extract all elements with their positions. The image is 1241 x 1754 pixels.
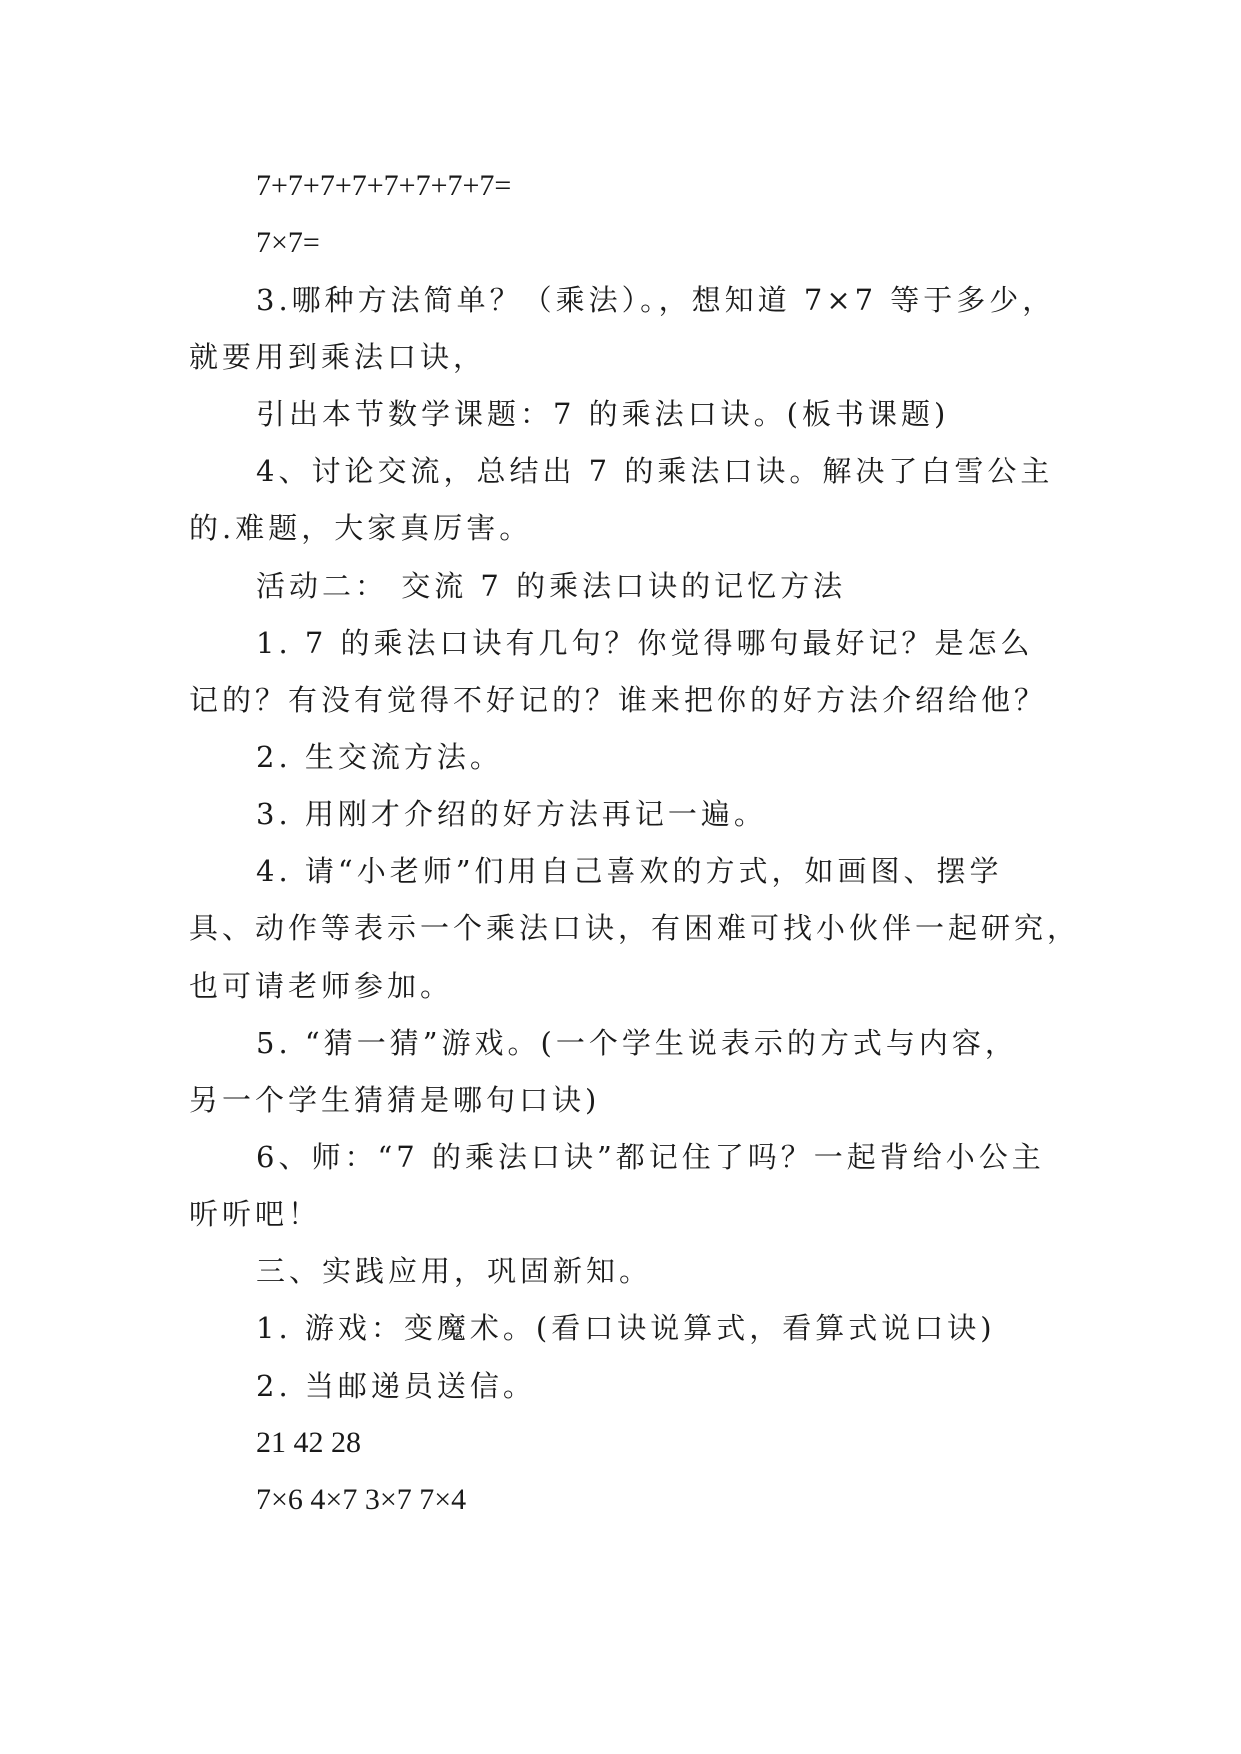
paragraph-line: 1. 7 的乘法口诀有几句？你觉得哪句最好记？是怎么: [256, 626, 1034, 660]
section-heading: 三、实践应用，巩固新知。: [256, 1254, 653, 1288]
paragraph-line: 2. 当邮递员送信。: [256, 1369, 536, 1403]
paragraph-line: 6、师：“7 的乘法口诀”都记住了吗？一起背给小公主: [256, 1140, 1045, 1174]
paragraph-line: 记的？有没有觉得不好记的？谁来把你的好方法介绍给他？: [189, 683, 1048, 717]
equation-addition: 7+7+7+7+7+7+7+7=: [256, 169, 512, 202]
expression-row: 7×6 4×7 3×7 7×4: [256, 1483, 467, 1516]
paragraph-line: 1. 游戏：变魔术。(看口诀说算式，看算式说口诀): [256, 1311, 996, 1345]
number-row: 21 42 28: [256, 1426, 361, 1459]
paragraph-line: 5. “猜一猜”游戏。(一个学生说表示的方式与内容，: [256, 1026, 1018, 1060]
paragraph-line: 听听吧！: [189, 1197, 322, 1231]
paragraph-line: 就要用到乘法口诀，: [189, 340, 487, 374]
paragraph-line: 3.哪种方法简单？（乘法）。，想知道 7×7 等于多少，: [256, 283, 1056, 317]
paragraph-line: 另一个学生猜猜是哪句口诀): [189, 1083, 601, 1117]
paragraph-line: 引出本节数学课题：7 的乘法口诀。(板书课题): [256, 397, 950, 431]
paragraph-line: 3. 用刚才介绍的好方法再记一遍。: [256, 797, 767, 831]
paragraph-line: 4. 请“小老师”们用自己喜欢的方式，如画图、摆学: [256, 854, 1003, 888]
paragraph-line: 具、动作等表示一个乘法口诀，有困难可找小伙伴一起研究，: [189, 911, 1081, 945]
equation-multiplication: 7×7=: [256, 226, 320, 259]
paragraph-line: 也可请老师参加。: [189, 969, 454, 1003]
paragraph-line: 的.难题，大家真厉害。: [189, 511, 533, 545]
section-heading: 活动二： 交流 7 的乘法口诀的记忆方法: [256, 569, 847, 603]
paragraph-line: 4、讨论交流，总结出 7 的乘法口诀。解决了白雪公主: [256, 454, 1054, 488]
paragraph-line: 2. 生交流方法。: [256, 740, 503, 774]
